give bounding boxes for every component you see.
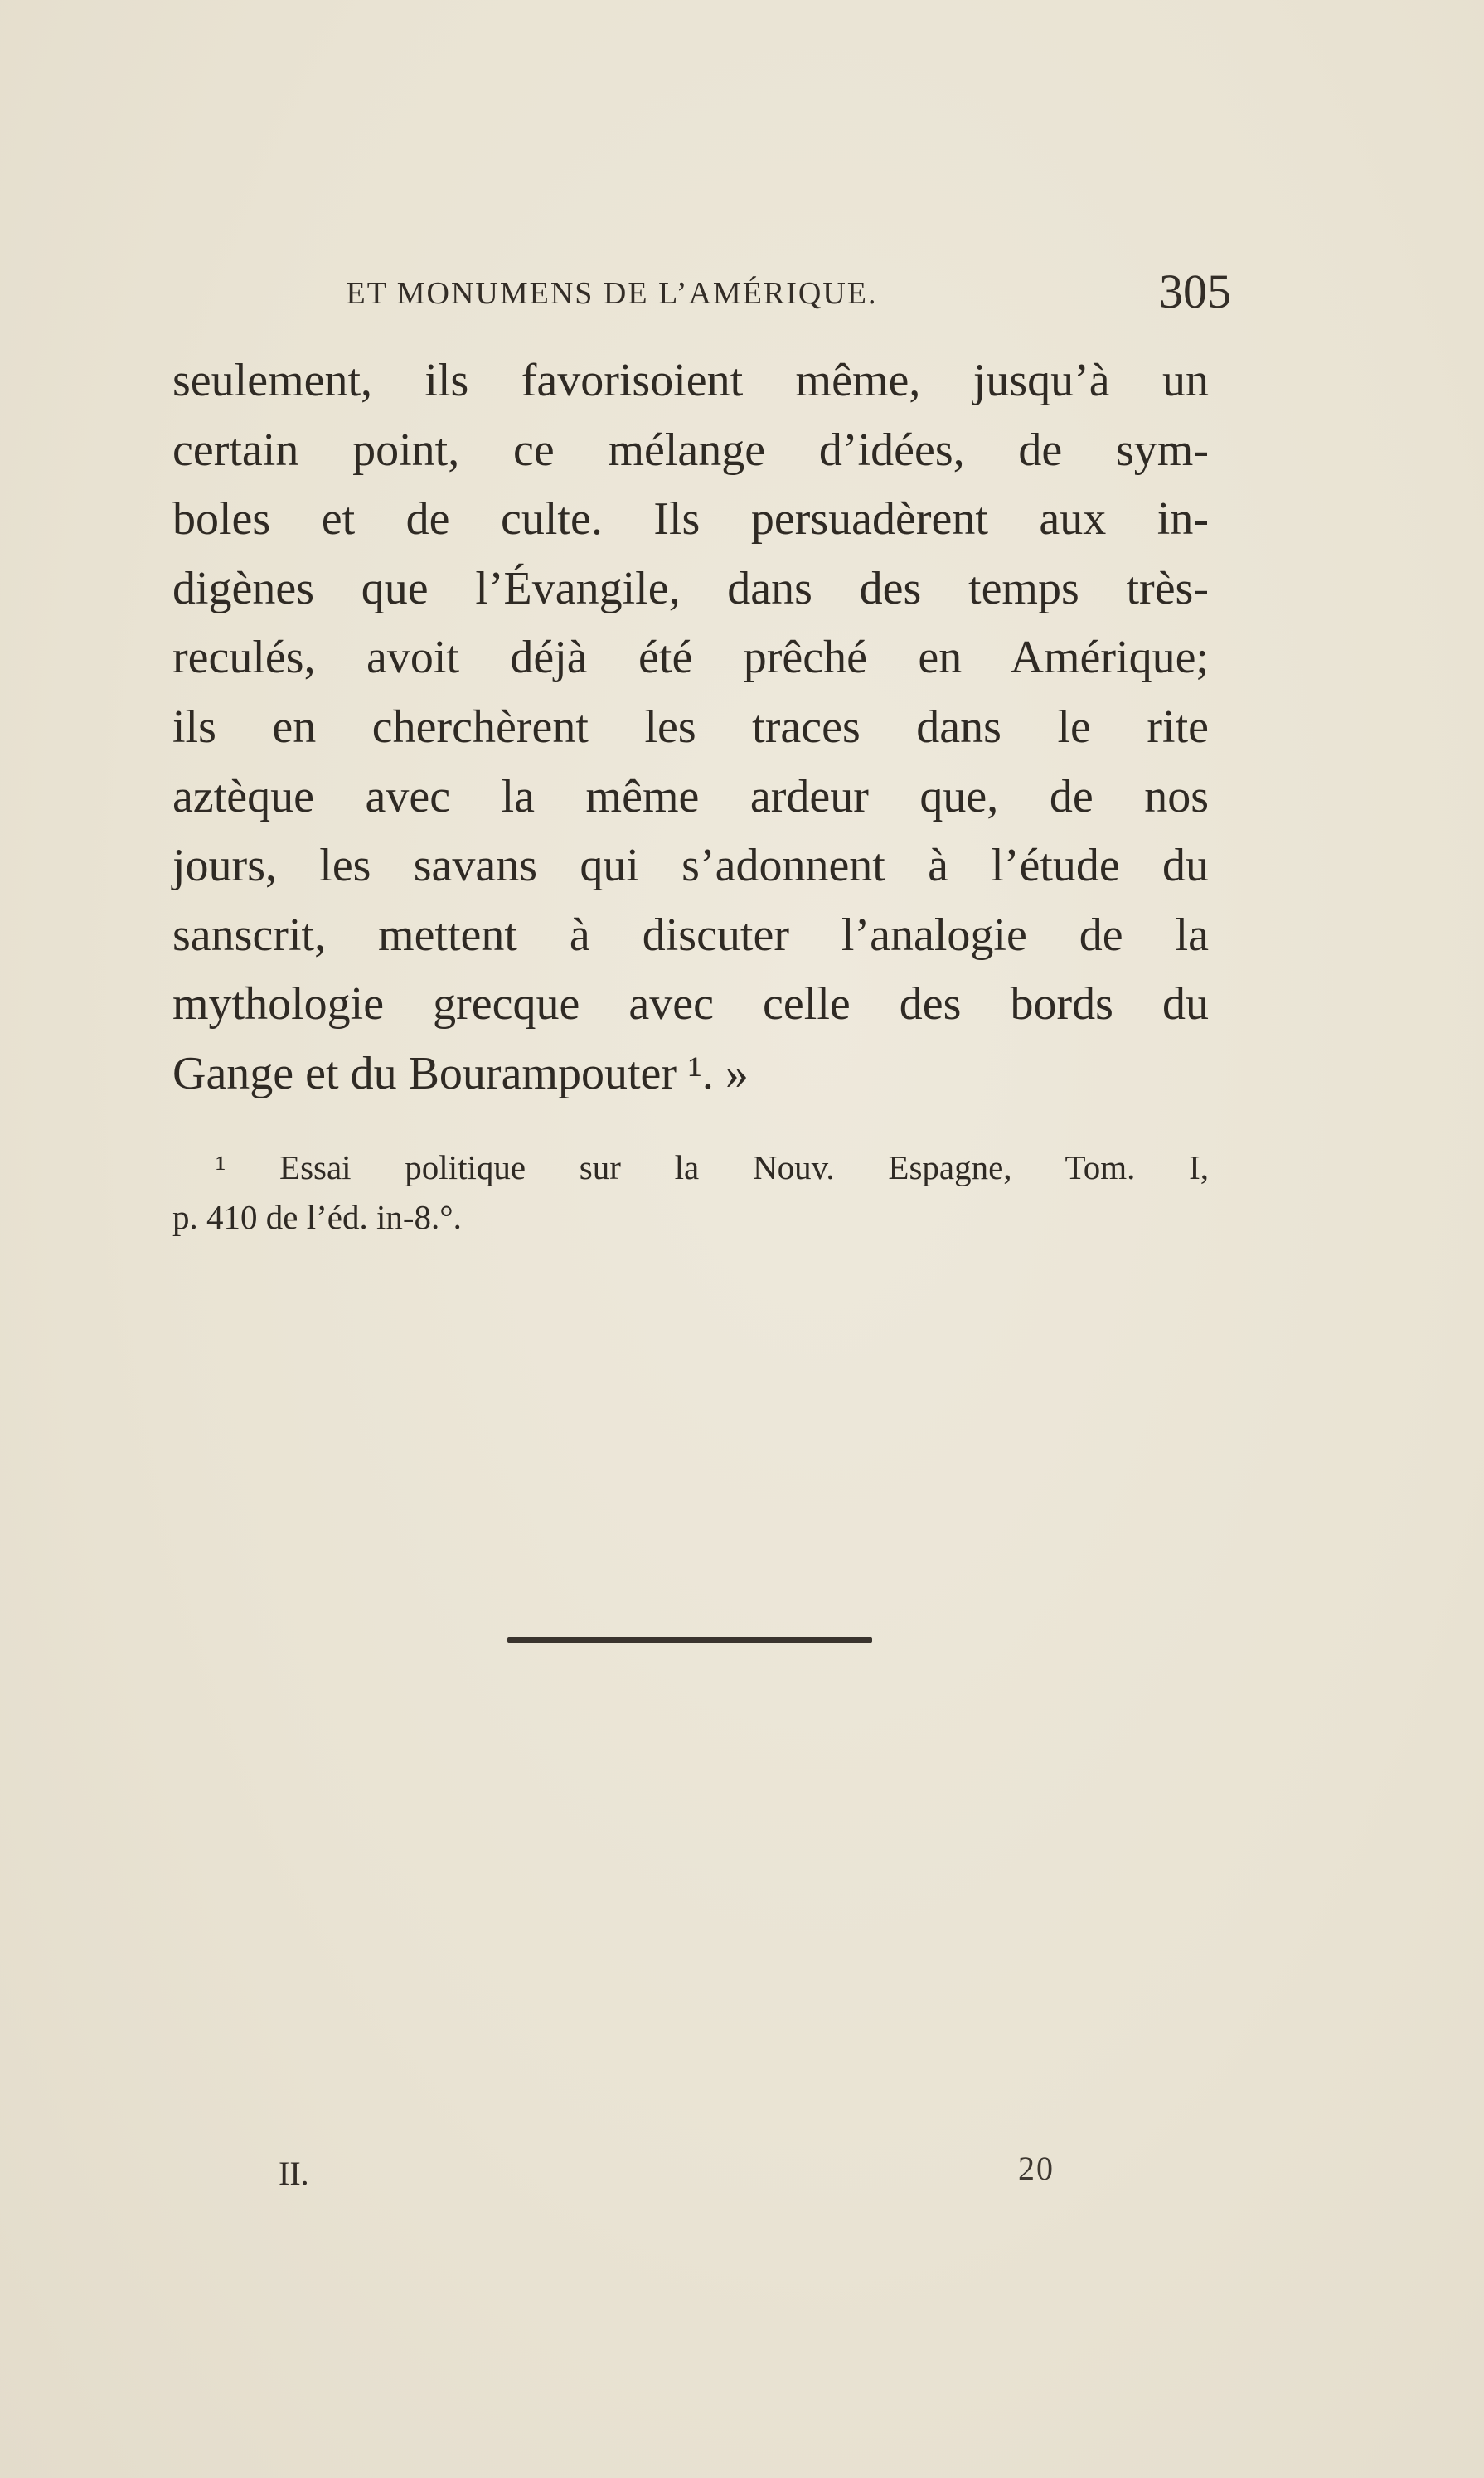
body-line: aztèque avec la même ardeur que, de nos [172, 770, 1209, 822]
page-number: 305 [1159, 264, 1231, 318]
sheet-number: 20 [1018, 2150, 1055, 2187]
body-line: digènes que l’Évangile, dans des temps très- [172, 562, 1209, 614]
running-head [172, 264, 1250, 330]
body-line: Gange et du Bourampouter ¹. » [172, 1047, 749, 1099]
body-line: seulement, ils favorisoient même, jusqu’à un [172, 355, 1209, 406]
body-line: boles et de culte. Ils persuadèrent aux in- [172, 493, 1209, 546]
footnote [172, 1142, 1209, 1242]
running-title: ET MONUMENS DE L’AMÉRIQUE. [346, 276, 878, 311]
body-text [172, 347, 1209, 1109]
body-line: reculés, avoit déjà été prêché en Amérique; [172, 632, 1209, 684]
body-line: ils en cherchèrent les traces dans le rite [172, 701, 1209, 753]
signature-mark: II. [279, 2155, 309, 2192]
footnote-line: ¹ Essai politique sur la Nouv. Espagne, Tom. I, [216, 1148, 1209, 1186]
footnote-line: p. 410 de l’éd. in-8.°. [172, 1198, 462, 1236]
body-line: mythologie grecque avec celle des bords du [172, 978, 1209, 1030]
body-line: sanscrit, mettent à discuter l’analogie de la [172, 909, 1209, 961]
body-line: jours, les savans qui s’adonnent à l’étude du [172, 840, 1209, 892]
body-line: certain point, ce mélange d’idées, de sym- [172, 424, 1209, 476]
closing-rule [507, 1637, 872, 1643]
